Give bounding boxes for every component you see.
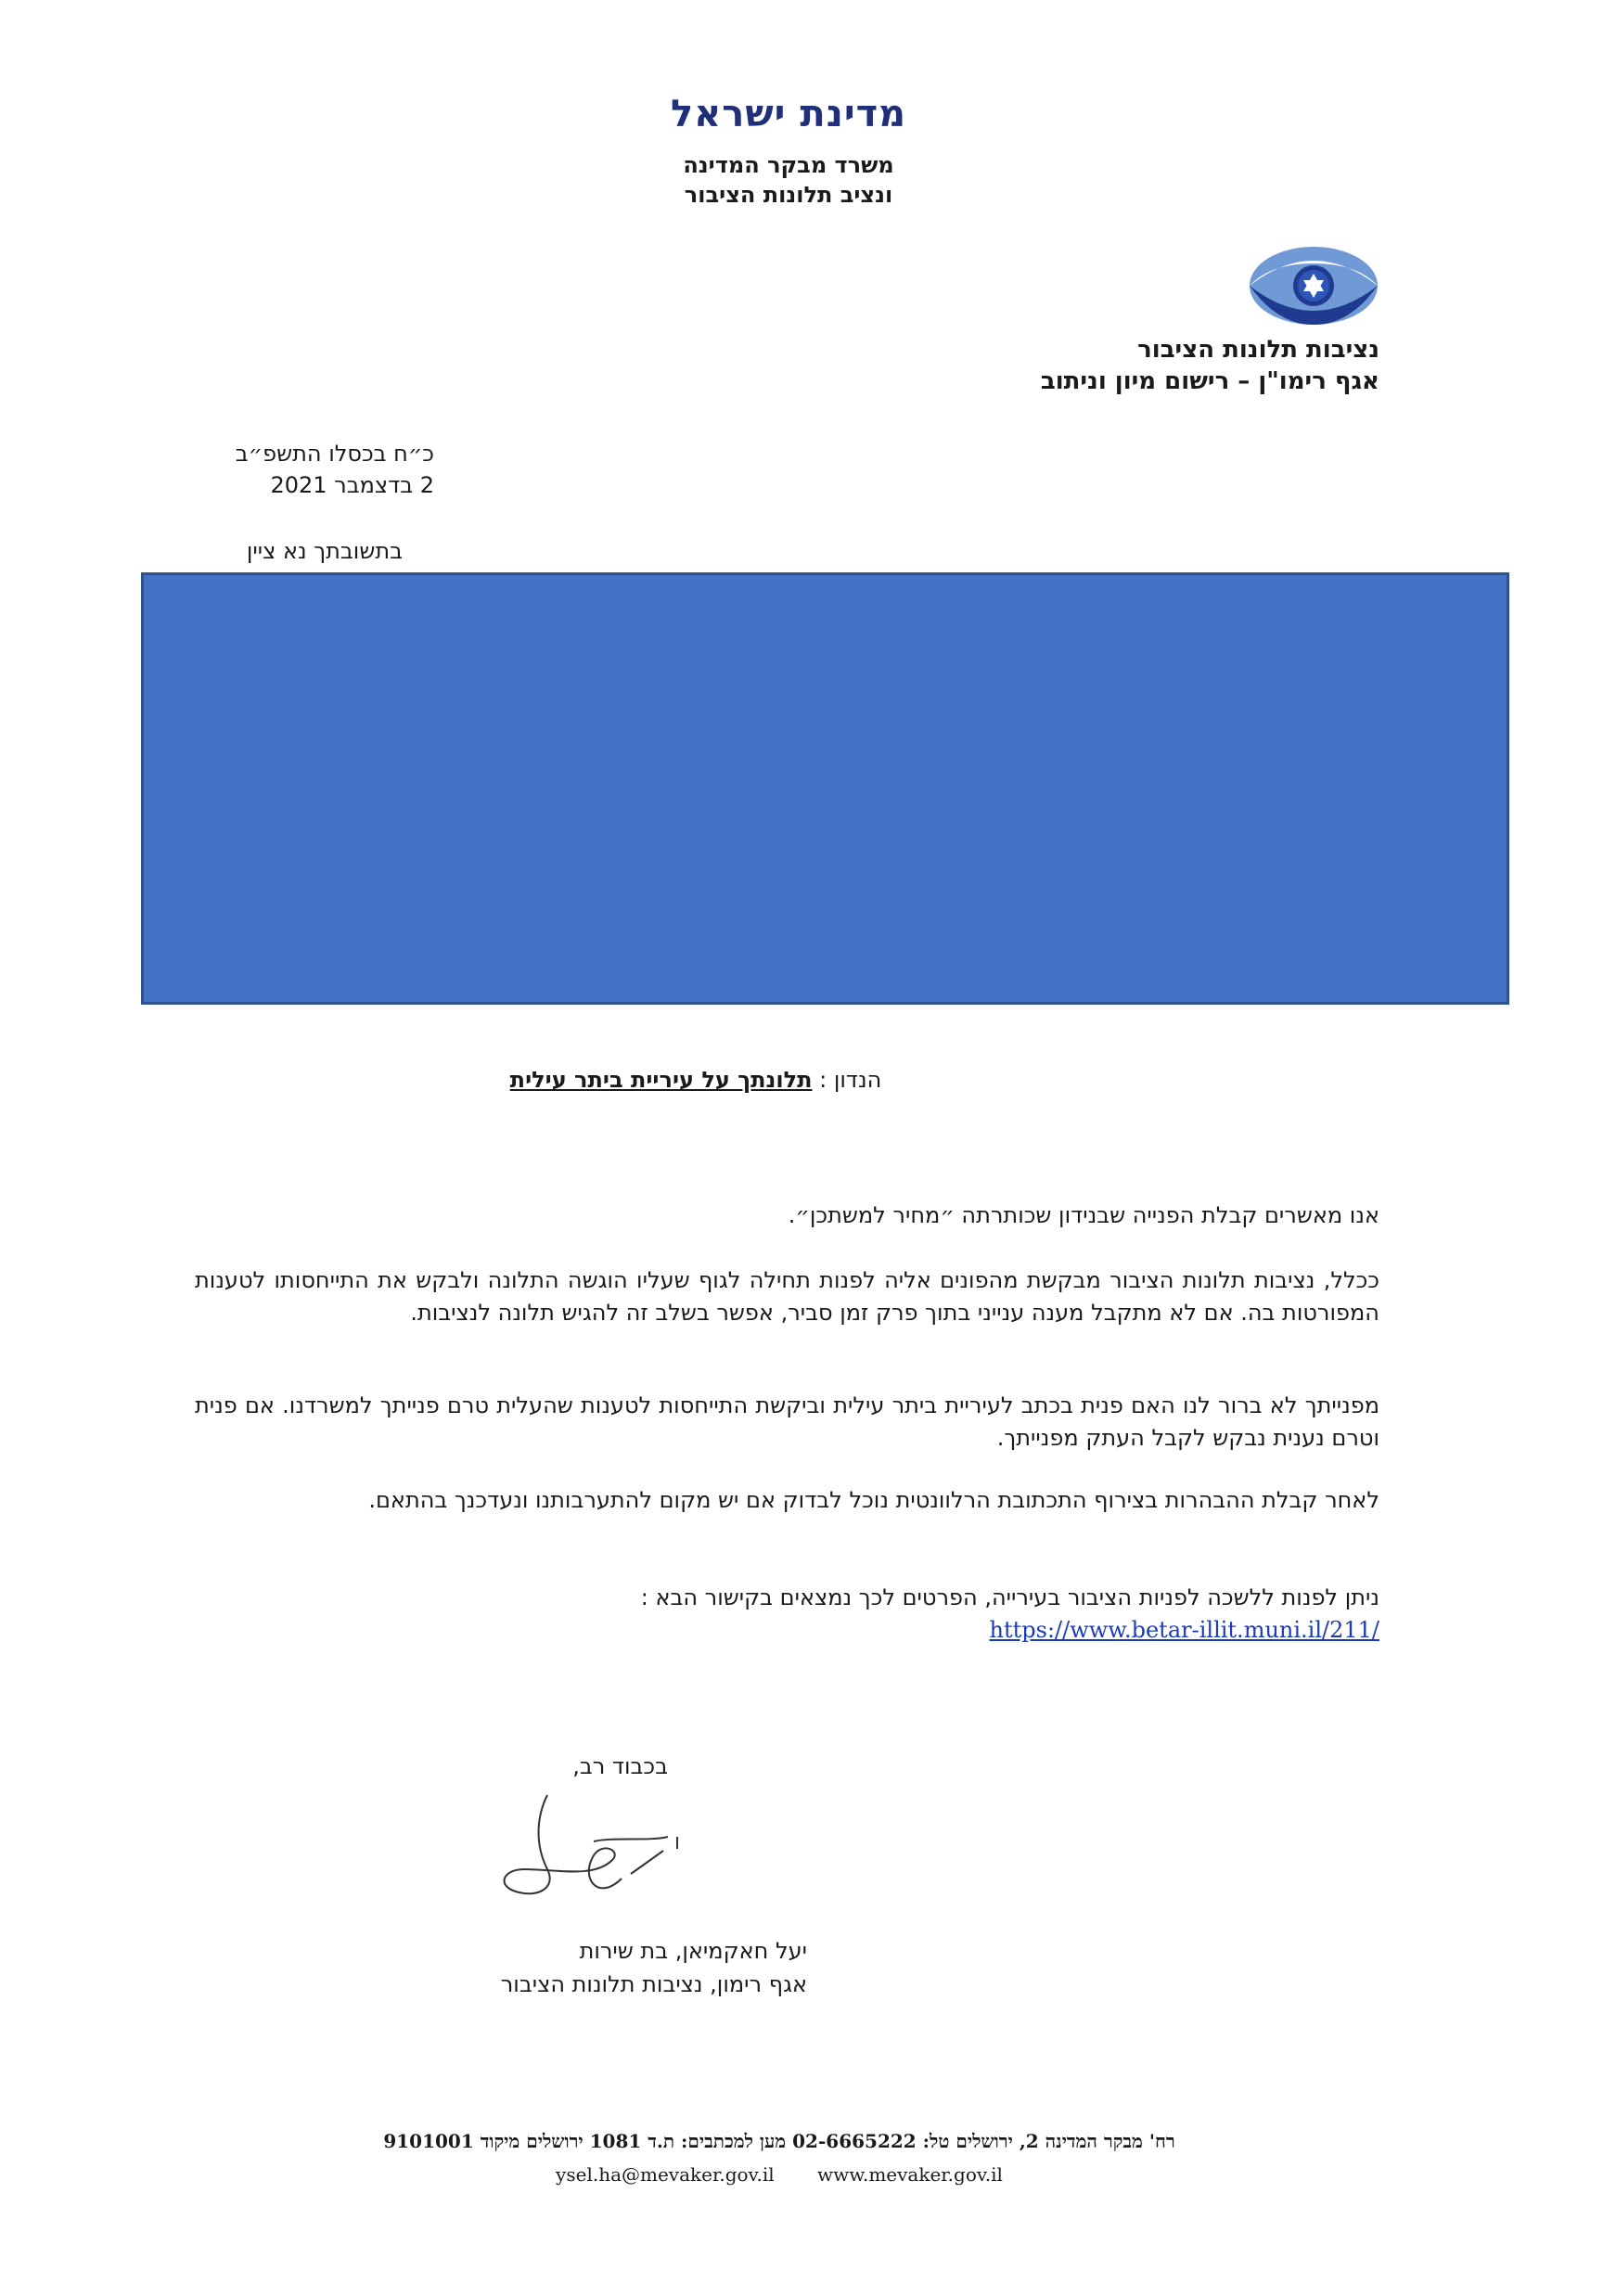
gregorian-date: 2 בדצמבר 2021 — [270, 472, 434, 498]
redacted-recipient-block — [141, 572, 1509, 1005]
ministry-line-2: ונציב תלונות הציבור — [684, 182, 893, 208]
subject-line — [371, 1067, 1020, 1093]
unit-department: אגף רימו"ן – רישום מיון וניתוב — [1040, 367, 1379, 395]
footer — [306, 2124, 1252, 2191]
closing-greeting: בכבוד רב, — [572, 1753, 668, 1779]
unit-header — [835, 334, 1379, 397]
footer-email[interactable]: ysel.ha@mevaker.gov.il — [556, 2163, 775, 2186]
subject-prefix: הנדון : — [819, 1067, 882, 1093]
hebrew-date: כ״ח בכסלו התשפ״ב — [235, 441, 434, 467]
handwritten-signature — [482, 1786, 696, 1925]
unit-name: נציבות תלונות הציבור — [1137, 336, 1379, 364]
footer-website[interactable]: www.mevaker.gov.il — [816, 2163, 1003, 2186]
municipality-link[interactable]: https://www.betar-illit.muni.il/211/ — [989, 1617, 1379, 1643]
reply-reference-label: בתשובתך נא ציין — [246, 538, 403, 564]
body-paragraph-2: ככלל, נציבות תלונות הציבור מבקשת מהפונים אליה לפנות תחילה לגוף שעליו הוגשה התלונה ולבקש את התייחסותו לטענות המפורטות בה. אם לא מתקבל מענה ענייני בתוך פרק זמן סביר, אפשר בשלב זה להגיש תלונה לנציבות. — [195, 1267, 1379, 1326]
ministry-line-1: משרד מבקר המדינה — [683, 152, 894, 178]
signer-block — [390, 1934, 807, 2001]
paragraph-5-text: ניתן לפנות ללשכה לפניות הציבור בעירייה, הפרטים לכך נמצאים בקישור הבא : — [640, 1584, 1379, 1610]
letter-dates — [186, 438, 434, 501]
state-of-israel-title: מדינת ישראל — [670, 93, 907, 135]
ministry-header — [464, 150, 1113, 210]
footer-address: רח' מבקר המדינה 2, ירושלים טל: 02-6665222 מען למכתבים: ת.ד 1081 ירושלים מיקוד 9101001 — [383, 2130, 1175, 2152]
body-paragraph-5 — [195, 1582, 1379, 1647]
body-paragraph-1: אנו מאשרים קבלת הפנייה שבנידון שכותרתה ״מחיר למשתכן״. — [788, 1202, 1379, 1228]
body-paragraph-3: מפנייתך לא ברור לנו האם פנית בכתב לעיריית ביתר עילית וביקשת התייחסות לטענות שהעלית טרם פנייתך למשרדנו. אם פנית וטרם נענית נבקש לקבל העתק מפנייתך. — [195, 1392, 1379, 1451]
footer-contacts — [306, 2158, 1252, 2191]
signer-title: אגף רימון, נציבות תלונות הציבור — [500, 1971, 807, 1997]
subject-text: תלונתך על עיריית ביתר עילית — [509, 1067, 813, 1093]
ombudsman-eye-star-logo-icon — [1248, 243, 1379, 328]
body-paragraph-4: לאחר קבלת ההבהרות בצירוף התכתובת הרלוונטית נוכל לבדוק אם יש מקום להתערבותנו ונעדכנך בהתאם. — [368, 1487, 1379, 1513]
signer-name: יעל חאקמיאן, בת שירות — [579, 1938, 807, 1964]
